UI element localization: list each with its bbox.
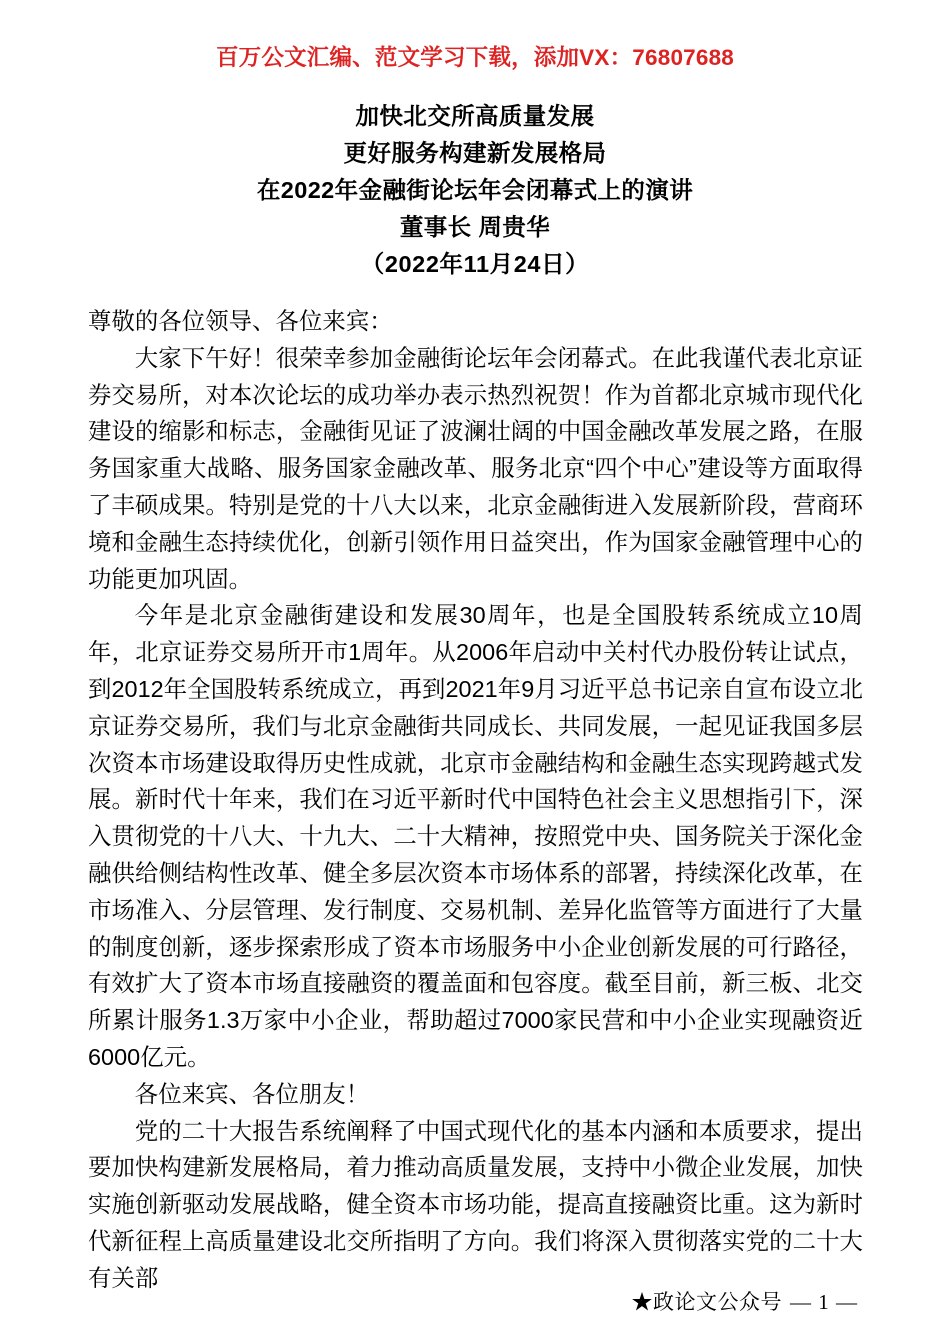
- promo-banner: 百万公文汇编、范文学习下载，添加VX：76807688: [215, 45, 735, 70]
- paragraph-2: 今年是北京金融街建设和发展30周年，也是全国股转系统成立10周年，北京证券交易所开市1周年。从2006年启动中关村代办股份转让试点，到2012年全国股转系统成立，再到2021年9月习近平总书记亲自宣布设立北京证券交易所，我们与北京金融街共同成长、共同发展，一起见证我国多层次资本市场建设取得历史性成就，北京市金融结构和金融生态实现跨越式发展。新时代十年来，我们在习近平新时代中国特色社会主义思想指引下，深入贯彻党的十八大、十九大、二十大精神，按照党中央、国务院关于深化金融供给侧结构性改革、健全多层次资本市场体系的部署，持续深化改革，在市场准入、分层管理、发行制度、交易机制、差异化监管等方面进行了大量的制度创新，逐步探索形成了资本市场服务中小企业创新发展的可行路径，有效扩大了资本市场直接融资的覆盖面和包容度。截至目前，新三板、北交所累计服务1.3万家中小企业，帮助超过7000家民营和中小企业实现融资近6000亿元。: [88, 602, 863, 1070]
- title-author: 董事长 周贵华: [399, 214, 551, 240]
- paragraph-4: 党的二十大报告系统阐释了中国式现代化的基本内涵和本质要求，提出要加快构建新发展格局，着力推动高质量发展，支持中小微企业发展，加快实施创新驱动发展战略，健全资本市场功能，提高直接融资比重。这为新时代新征程上高质量建设北交所指明了方向。我们将深入贯彻落实党的二十大有关部: [88, 1117, 863, 1291]
- page-footer: [0, 1288, 950, 1316]
- title-line-3: 在2022年金融街论坛年会闭幕式上的演讲: [256, 177, 694, 203]
- document-body: [88, 303, 863, 1297]
- title-date: （2022年11月24日）: [360, 251, 590, 277]
- title-block: [0, 98, 950, 283]
- paragraph-salutation: 尊敬的各位领导、各位来宾：: [88, 308, 393, 334]
- title-line-2: 更好服务构建新发展格局: [343, 140, 607, 166]
- title-line-1: 加快北交所高质量发展: [355, 103, 595, 129]
- paragraph-3: 各位来宾、各位朋友！: [134, 1080, 370, 1107]
- page-number: — 1 —: [790, 1290, 858, 1314]
- paragraph-1: 大家下午好！很荣幸参加金融街论坛年会闭幕式。在此我谨代表北京证券交易所，对本次论坛的成功举办表示热烈祝贺！作为首都北京城市现代化建设的缩影和标志，金融街见证了波澜壮阔的中国金融改革发展之路，在服务国家重大战略、服务国家金融改革、服务北京“四个中心”建设等方面取得了丰硕成果。特别是党的十八大以来，北京金融街进入发展新阶段，营商环境和金融生态持续优化，创新引领作用日益突出，作为国家金融管理中心的功能更加巩固。: [88, 344, 863, 592]
- footer-watermark: ★政论文公众号: [631, 1290, 782, 1314]
